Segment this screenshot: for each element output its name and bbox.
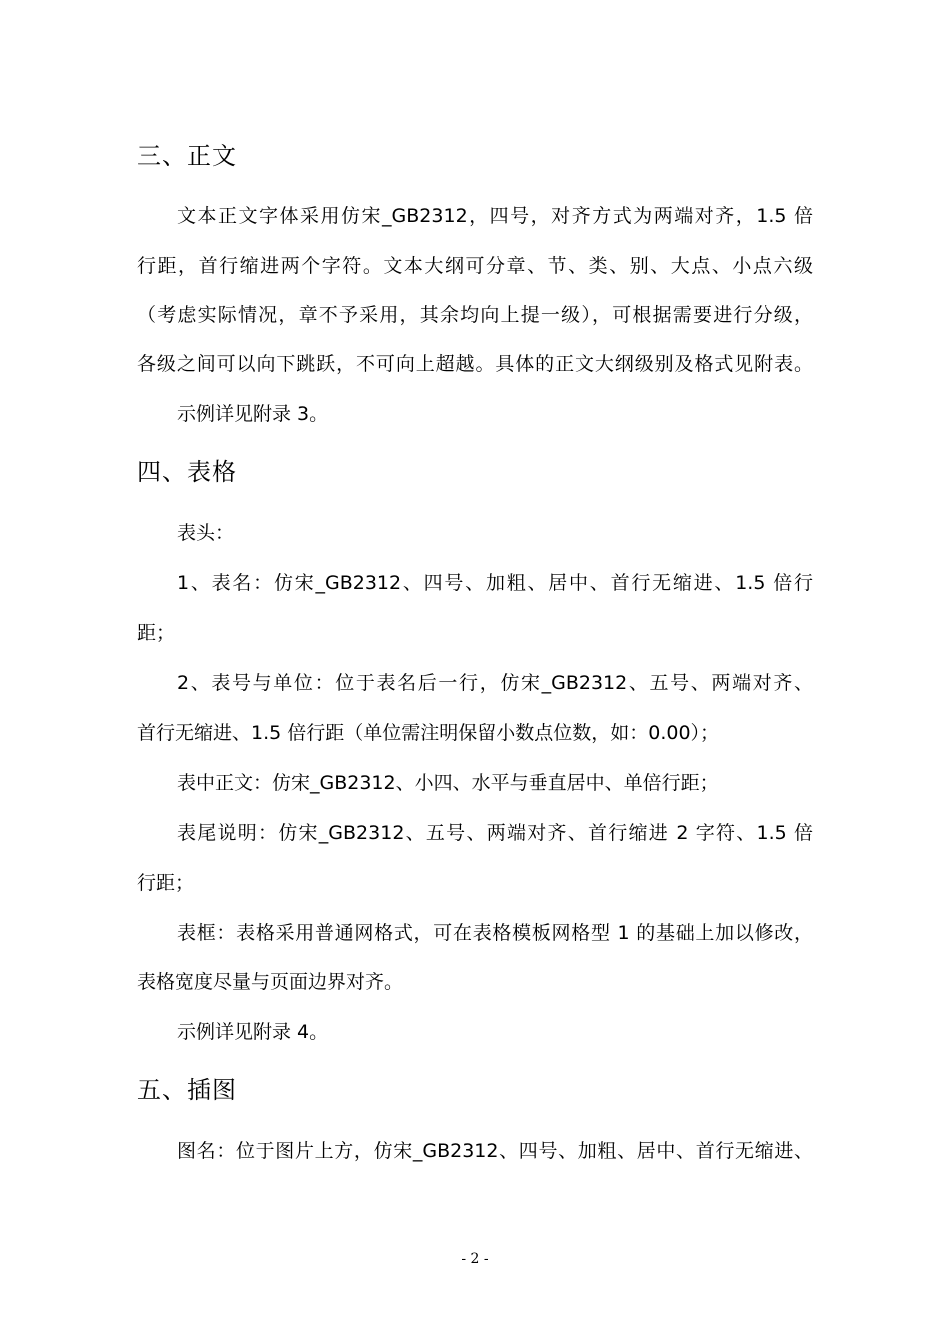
- paragraph-line: 行距；: [137, 872, 195, 894]
- paragraph-line: 表头：: [177, 522, 235, 544]
- paragraph-line: 示例详见附录 3。: [177, 403, 329, 425]
- paragraph-line: 各级之间可以向下跳跃，不可向上超越。具体的正文大纲级别及格式见附表。: [137, 353, 813, 375]
- paragraph-line: 行距，首行缩进两个字符。文本大纲可分章、节、类、别、大点、小点六级: [137, 255, 813, 277]
- section-heading-figures: 五、插图: [137, 1076, 237, 1104]
- paragraph-line: （考虑实际情况，章不予采用，其余均向上提一级），可根据需要进行分级，: [137, 304, 813, 326]
- paragraph-line: 1、表名：仿宋_GB2312、四号、加粗、居中、首行无缩进、1.5 倍行: [177, 572, 813, 594]
- paragraph-line: 图名：位于图片上方，仿宋_GB2312、四号、加粗、居中、首行无缩进、: [177, 1140, 813, 1162]
- paragraph-line: 表尾说明：仿宋_GB2312、五号、两端对齐、首行缩进 2 字符、1.5 倍: [177, 822, 813, 844]
- paragraph-line: 表格宽度尽量与页面边界对齐。: [137, 971, 404, 993]
- paragraph-line: 首行无缩进、1.5 倍行距（单位需注明保留小数点位数，如：0.00）；: [137, 722, 720, 744]
- section-heading-tables: 四、表格: [137, 458, 237, 486]
- paragraph-line: 2、表号与单位：位于表名后一行，仿宋_GB2312、五号、两端对齐、: [177, 672, 813, 694]
- paragraph-line: 表中正文：仿宋_GB2312、小四、水平与垂直居中、单倍行距；: [177, 772, 719, 794]
- paragraph-line: 文本正文字体采用仿宋_GB2312，四号，对齐方式为两端对齐，1.5 倍: [177, 205, 813, 227]
- paragraph-line: 示例详见附录 4。: [177, 1021, 329, 1043]
- paragraph-line: 表框：表格采用普通网格式，可在表格模板网格型 1 的基础上加以修改，: [177, 922, 813, 944]
- paragraph-line: 距；: [137, 622, 176, 644]
- section-heading-body-text: 三、正文: [137, 142, 237, 170]
- page-number: - 2 -: [461, 1251, 489, 1267]
